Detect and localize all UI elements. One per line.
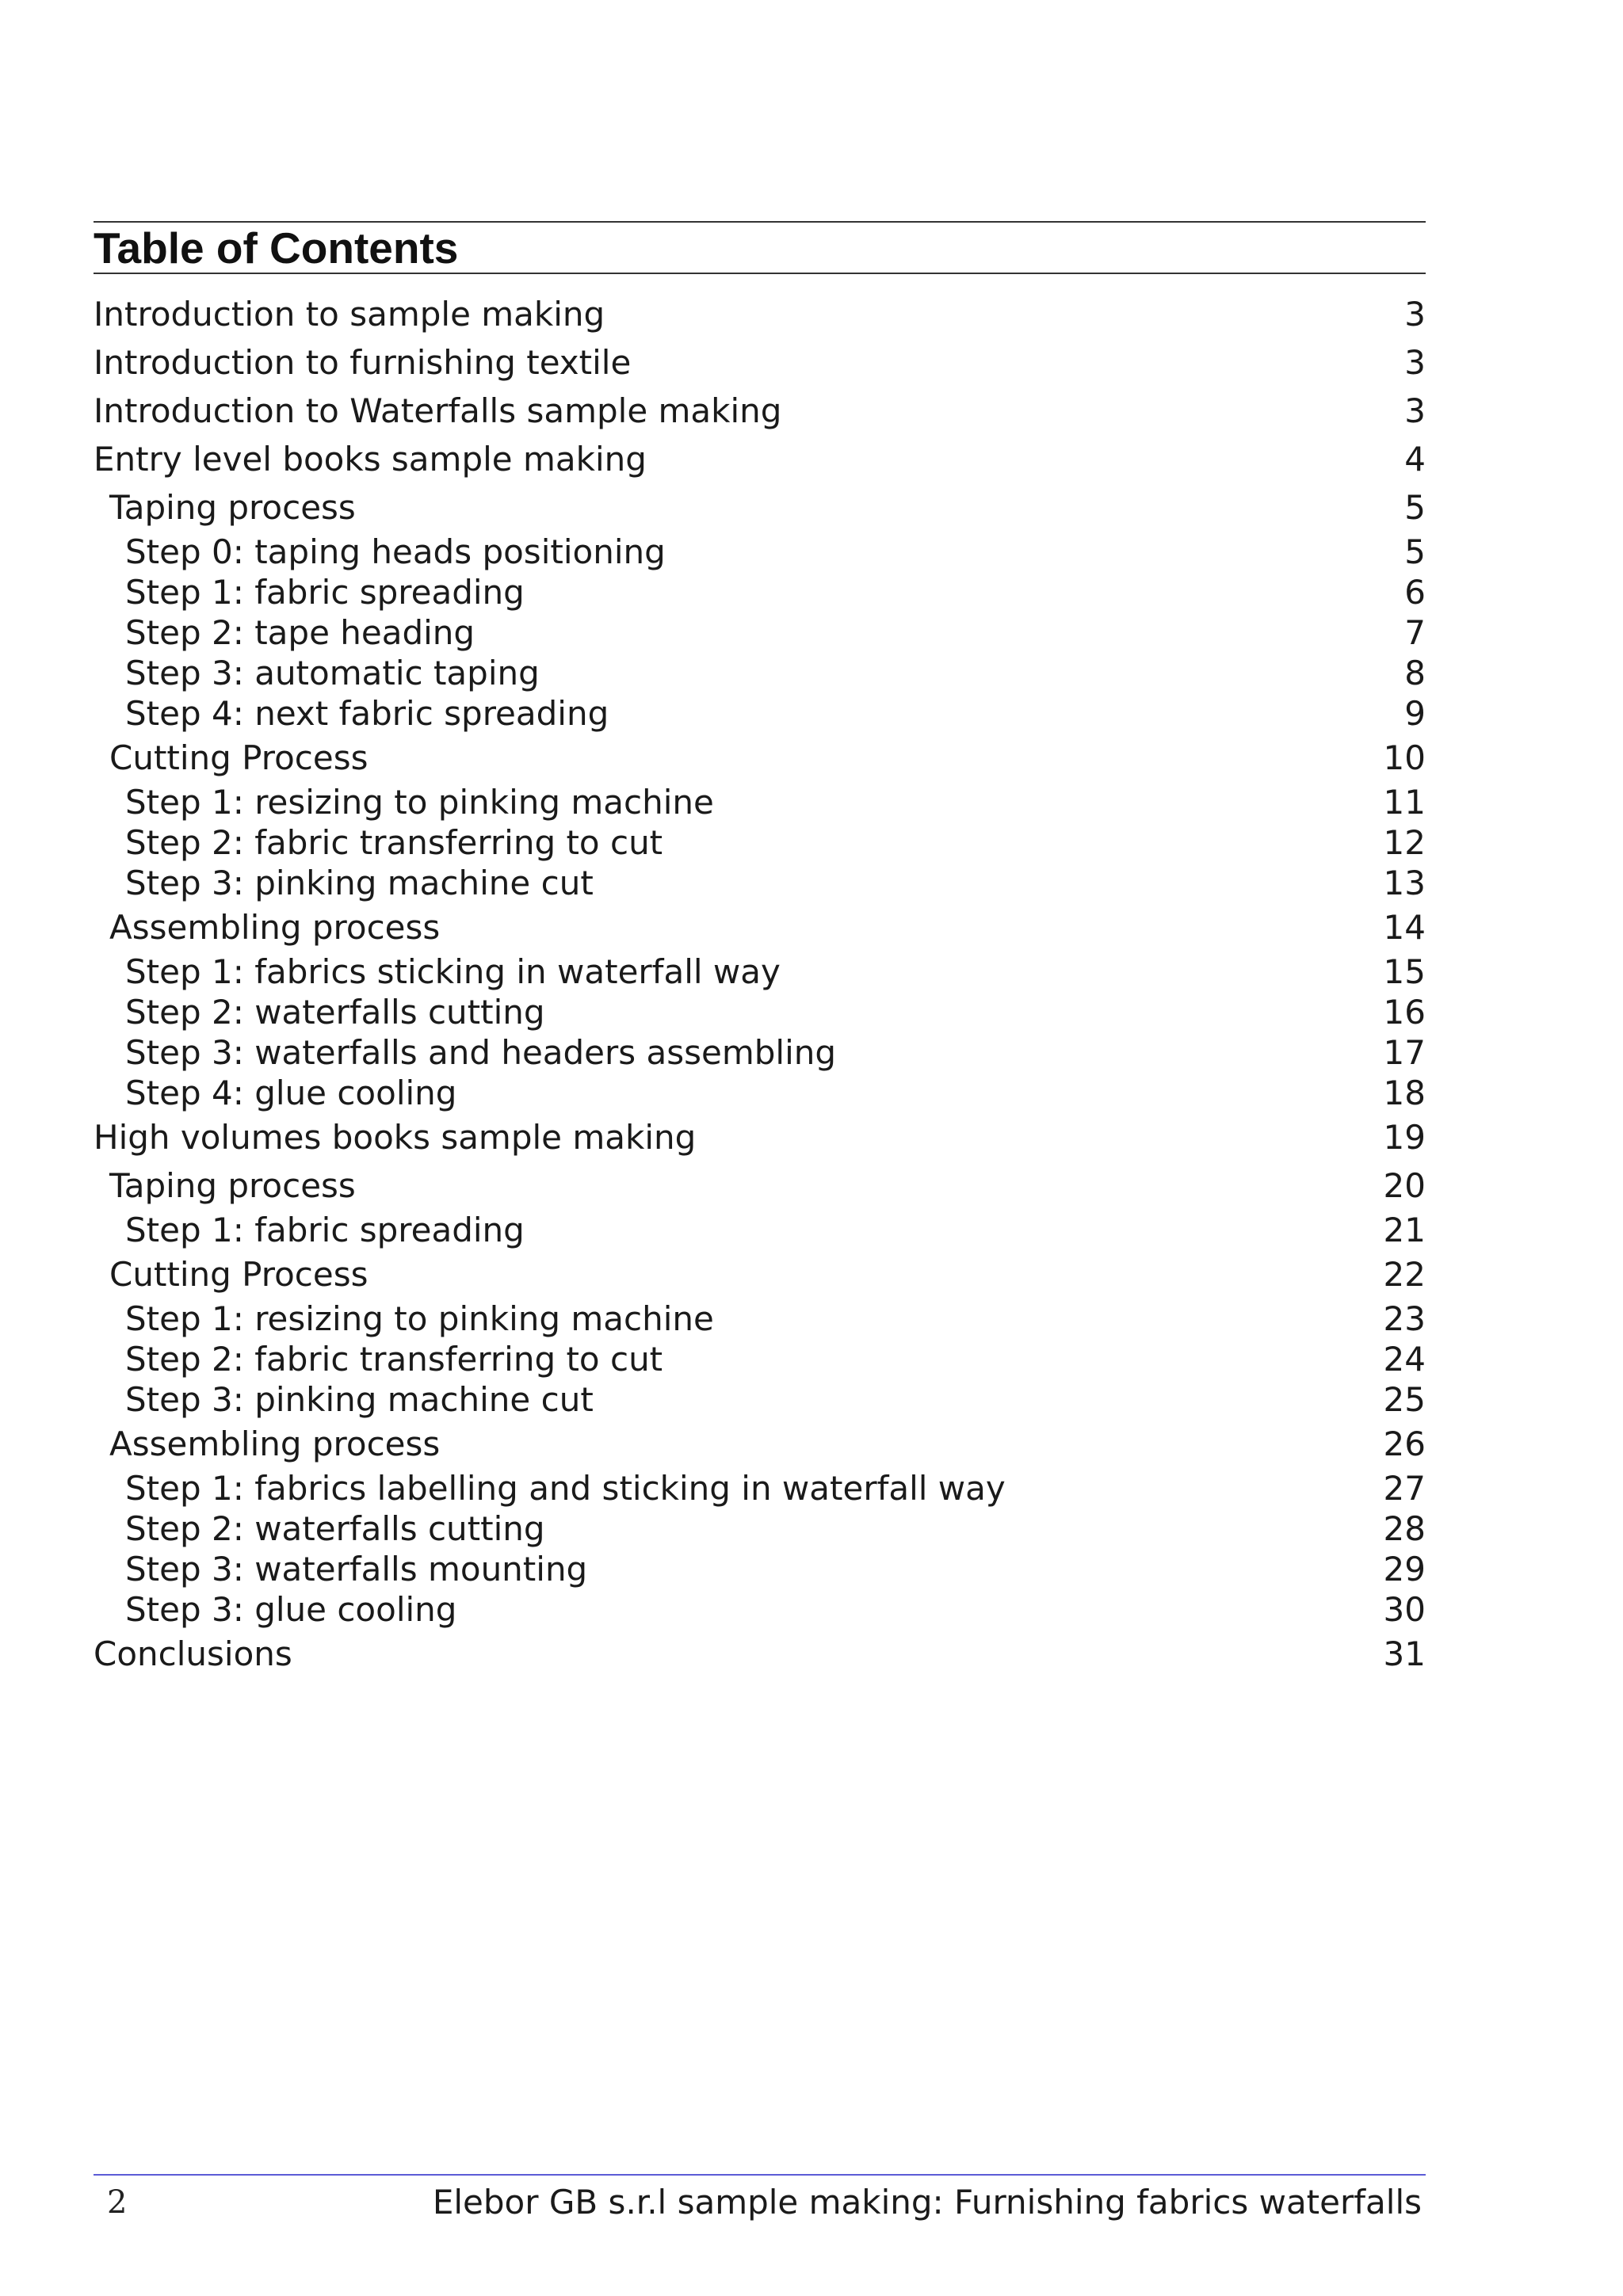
toc-entry-label: Introduction to sample making bbox=[94, 295, 605, 334]
toc-entry-label: Step 4: glue cooling bbox=[125, 1074, 457, 1112]
toc-entry[interactable] bbox=[94, 1379, 1426, 1420]
toc-entry[interactable] bbox=[94, 1420, 1426, 1468]
toc-entry[interactable] bbox=[94, 483, 1426, 532]
footer-document-title: Elebor GB s.r.l sample making: Furnishing fabrics waterfalls bbox=[432, 2183, 1422, 2222]
toc-entry-label: Step 2: waterfalls cutting bbox=[125, 993, 545, 1032]
footer-rule bbox=[94, 2174, 1426, 2176]
toc-entry-page-number: 7 bbox=[1404, 613, 1426, 652]
toc-entry-page-number: 18 bbox=[1383, 1074, 1426, 1112]
toc-entry-page-number: 31 bbox=[1383, 1634, 1426, 1673]
toc-entry[interactable] bbox=[94, 734, 1426, 782]
toc-entry-label: Step 2: tape heading bbox=[125, 613, 475, 652]
toc-entry-label: Step 3: waterfalls and headers assembling bbox=[125, 1033, 837, 1072]
toc-list bbox=[94, 290, 1426, 1678]
toc-entry-page-number: 12 bbox=[1383, 823, 1426, 862]
toc-entry-label: Step 3: glue cooling bbox=[125, 1590, 457, 1629]
toc-entry-label: Step 1: fabrics sticking in waterfall way bbox=[125, 952, 781, 991]
toc-entry[interactable] bbox=[94, 1250, 1426, 1299]
toc-entry-label: Step 1: fabrics labelling and sticking in waterfall way bbox=[125, 1469, 1006, 1508]
toc-entry-page-number: 9 bbox=[1404, 694, 1426, 733]
toc-entry-page-number: 15 bbox=[1383, 952, 1426, 991]
toc-entry[interactable] bbox=[94, 532, 1426, 572]
toc-entry-page-number: 8 bbox=[1404, 654, 1426, 692]
toc-entry[interactable] bbox=[94, 992, 1426, 1032]
toc-entry[interactable] bbox=[94, 1299, 1426, 1339]
toc-entry[interactable] bbox=[94, 1508, 1426, 1549]
toc-entry-page-number: 23 bbox=[1383, 1299, 1426, 1338]
toc-entry-page-number: 10 bbox=[1383, 738, 1426, 777]
toc-entry-label: Step 1: fabric spreading bbox=[125, 1211, 525, 1249]
toc-entry-page-number: 24 bbox=[1383, 1340, 1426, 1379]
toc-entry-page-number: 11 bbox=[1383, 783, 1426, 822]
toc-entry-page-number: 28 bbox=[1383, 1509, 1426, 1548]
toc-entry-page-number: 20 bbox=[1383, 1166, 1426, 1205]
toc-entry-page-number: 6 bbox=[1404, 573, 1426, 612]
toc-entry-page-number: 4 bbox=[1404, 440, 1426, 479]
toc-entry[interactable] bbox=[94, 952, 1426, 992]
toc-entry[interactable] bbox=[94, 1161, 1426, 1210]
toc-entry-label: Assembling process bbox=[109, 1425, 441, 1463]
toc-entry-label: Step 1: fabric spreading bbox=[125, 573, 525, 612]
toc-entry[interactable] bbox=[94, 572, 1426, 612]
toc-entry-label: Taping process bbox=[109, 1166, 356, 1205]
toc-entry-label: Entry level books sample making bbox=[94, 440, 647, 479]
toc-entry[interactable] bbox=[94, 903, 1426, 952]
toc-entry-label: Step 1: resizing to pinking machine bbox=[125, 1299, 714, 1338]
toc-entry-page-number: 22 bbox=[1383, 1255, 1426, 1294]
toc-entry-label: Introduction to Waterfalls sample making bbox=[94, 391, 782, 430]
toc-entry[interactable] bbox=[94, 435, 1426, 483]
toc-entry-page-number: 3 bbox=[1404, 391, 1426, 430]
toc-entry[interactable] bbox=[94, 1113, 1426, 1161]
toc-entry-page-number: 16 bbox=[1383, 993, 1426, 1032]
toc-entry-label: Introduction to furnishing textile bbox=[94, 343, 632, 382]
toc-entry[interactable] bbox=[94, 290, 1426, 338]
toc-entry-page-number: 25 bbox=[1383, 1380, 1426, 1419]
toc-entry-page-number: 5 bbox=[1404, 488, 1426, 527]
toc-entry-label: Cutting Process bbox=[109, 1255, 369, 1294]
toc-entry-page-number: 19 bbox=[1383, 1118, 1426, 1157]
toc-entry[interactable] bbox=[94, 782, 1426, 822]
footer-page-number: 2 bbox=[107, 2184, 128, 2221]
toc-entry-label: Step 1: resizing to pinking machine bbox=[125, 783, 714, 822]
toc-entry-label: Step 2: waterfalls cutting bbox=[125, 1509, 545, 1548]
toc-entry-page-number: 21 bbox=[1383, 1211, 1426, 1249]
toc-title-underline bbox=[94, 273, 1426, 274]
toc-entry-page-number: 30 bbox=[1383, 1590, 1426, 1629]
toc-entry-page-number: 14 bbox=[1383, 908, 1426, 947]
toc-entry-page-number: 3 bbox=[1404, 295, 1426, 334]
toc-entry[interactable] bbox=[94, 1468, 1426, 1508]
toc-entry-label: Step 3: waterfalls mounting bbox=[125, 1550, 588, 1589]
toc-entry[interactable] bbox=[94, 1210, 1426, 1250]
toc-entry[interactable] bbox=[94, 1589, 1426, 1630]
toc-entry[interactable] bbox=[94, 387, 1426, 435]
toc-entry-page-number: 17 bbox=[1383, 1033, 1426, 1072]
toc-entry[interactable] bbox=[94, 863, 1426, 903]
toc-entry-label: Step 3: pinking machine cut bbox=[125, 1380, 594, 1419]
toc-entry-label: Step 2: fabric transferring to cut bbox=[125, 823, 663, 862]
toc-entry[interactable] bbox=[94, 1549, 1426, 1589]
toc-entry[interactable] bbox=[94, 822, 1426, 863]
toc-entry[interactable] bbox=[94, 612, 1426, 653]
toc-entry-page-number: 26 bbox=[1383, 1425, 1426, 1463]
toc-entry-label: Step 2: fabric transferring to cut bbox=[125, 1340, 663, 1379]
toc-entry-label: Step 3: pinking machine cut bbox=[125, 864, 594, 902]
toc-entry-label: Assembling process bbox=[109, 908, 441, 947]
toc-entry-label: High volumes books sample making bbox=[94, 1118, 697, 1157]
toc-entry-page-number: 5 bbox=[1404, 532, 1426, 571]
toc-entry-page-number: 29 bbox=[1383, 1550, 1426, 1589]
toc-entry-label: Step 4: next fabric spreading bbox=[125, 694, 609, 733]
toc-entry-page-number: 13 bbox=[1383, 864, 1426, 902]
toc-entry[interactable] bbox=[94, 1073, 1426, 1113]
toc-entry-label: Conclusions bbox=[94, 1634, 292, 1673]
toc-entry[interactable] bbox=[94, 653, 1426, 693]
toc-entry-label: Step 3: automatic taping bbox=[125, 654, 540, 692]
toc-entry-label: Cutting Process bbox=[109, 738, 369, 777]
toc-entry[interactable] bbox=[94, 338, 1426, 387]
toc-entry[interactable] bbox=[94, 1032, 1426, 1073]
toc-title: Table of Contents bbox=[94, 223, 459, 273]
toc-entry[interactable] bbox=[94, 1339, 1426, 1379]
toc-entry-page-number: 27 bbox=[1383, 1469, 1426, 1508]
toc-entry[interactable] bbox=[94, 693, 1426, 734]
toc-entry[interactable] bbox=[94, 1630, 1426, 1678]
toc-entry-page-number: 3 bbox=[1404, 343, 1426, 382]
toc-entry-label: Step 0: taping heads positioning bbox=[125, 532, 666, 571]
toc-entry-label: Taping process bbox=[109, 488, 356, 527]
